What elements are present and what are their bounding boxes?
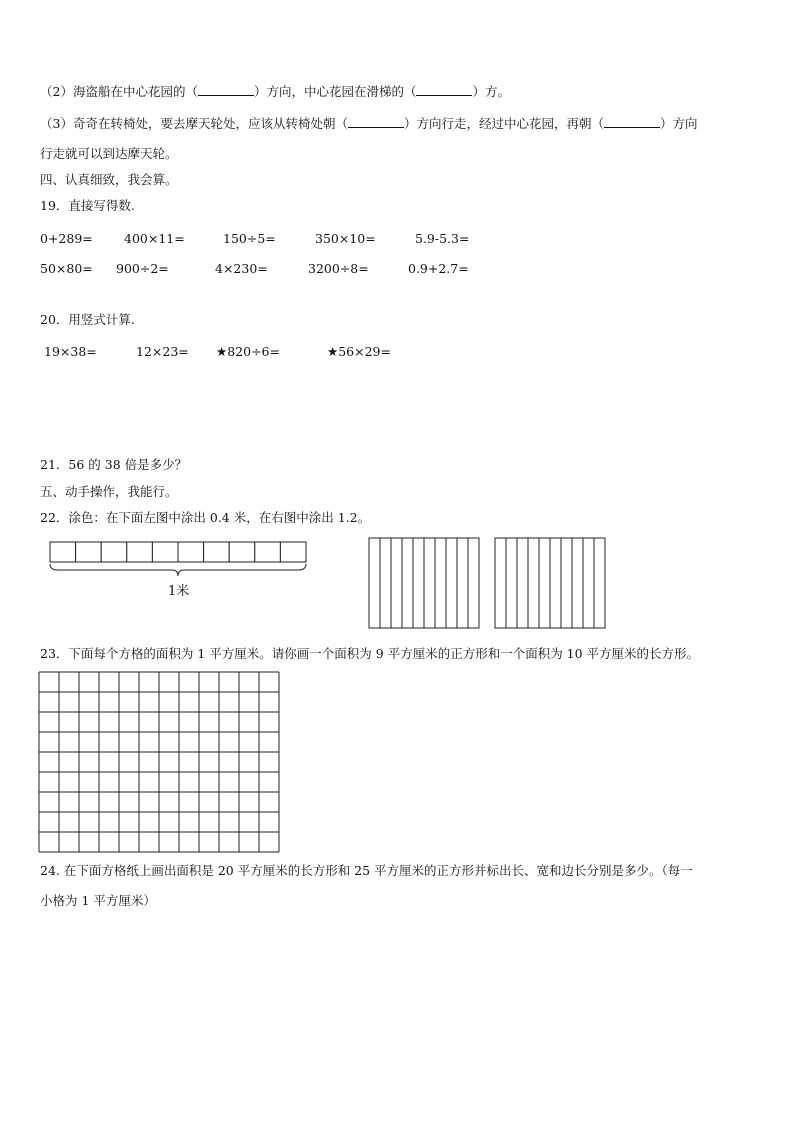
q19-item: 150÷5= <box>223 231 276 246</box>
q18-part3-text-b: ）方向行走，经过中心花园，再朝（ <box>403 116 604 131</box>
q18-part3-text-a: （3）奇奇在转椅处，要去摩天轮处，应该从转椅处朝（ <box>40 116 348 131</box>
square-grid[interactable] <box>38 671 280 853</box>
bar-label: 1米 <box>168 584 190 599</box>
q18-part2-text-b: ）方向，中心花园在滑梯的（ <box>253 84 417 99</box>
strip-square-right[interactable] <box>494 537 606 629</box>
q18-part2 <box>40 84 510 100</box>
bar-cell <box>152 542 178 562</box>
q19-item: 900÷2= <box>116 261 169 276</box>
q20-item: ★56×29= <box>327 344 391 359</box>
q19-item: 4×230= <box>215 261 268 276</box>
answer-blank[interactable] <box>198 84 254 96</box>
q19-item: 0+289= <box>40 231 93 246</box>
section4-title: 四、认真细致，我会算。 <box>40 172 178 187</box>
bar-cell <box>101 542 127 562</box>
bar-cell <box>178 542 204 562</box>
q19-item: 400×11= <box>124 231 185 246</box>
q19-item: 3200÷8= <box>308 261 369 276</box>
q18-part3-cont: 行走就可以到达摩天轮。 <box>40 146 178 161</box>
bar-cell <box>204 542 230 562</box>
bar-cell <box>127 542 153 562</box>
q20-item: 12×23= <box>136 344 189 359</box>
q18-part3-text-c: ）方向 <box>659 116 698 131</box>
q19-item: 0.9+2.7= <box>408 261 469 276</box>
q20-item: 19×38= <box>44 344 97 359</box>
strip-square-left[interactable] <box>368 537 480 629</box>
bar-cell <box>255 542 281 562</box>
q19-item: 350×10= <box>315 231 376 246</box>
q22-title: 22．涂色：在下面左图中涂出 0.4 米，在右图中涂出 1.2。 <box>40 510 371 525</box>
bar-cell <box>229 542 255 562</box>
q19-title: 19．直接写得数. <box>40 198 135 213</box>
q19-item: 5.9-5.3= <box>415 231 470 246</box>
bar-cell <box>76 542 102 562</box>
bar-cell <box>50 542 76 562</box>
q20-title: 20．用竖式计算. <box>40 312 135 327</box>
q23-title: 23．下面每个方格的面积为 1 平方厘米。请你画一个面积为 9 平方厘米的正方形和一个面积为 10 平方厘米的长方形。 <box>40 646 700 661</box>
q21-title: 21．56 的 38 倍是多少？ <box>40 457 188 472</box>
q18-part2-text-c: ）方。 <box>472 84 510 99</box>
answer-blank[interactable] <box>604 116 660 128</box>
q24-line1: 24. 在下面方格纸上画出面积是 20 平方厘米的长方形和 25 平方厘米的正方形并标出长、宽和边长分别是多少。（每一 <box>40 863 693 878</box>
q18-part2-text-a: （2）海盗船在中心花园的（ <box>40 84 198 99</box>
bar-cell <box>280 542 306 562</box>
answer-blank[interactable] <box>416 84 472 96</box>
section5-title: 五、动手操作，我能行。 <box>40 484 178 499</box>
q18-part3 <box>40 116 698 132</box>
brace <box>50 564 306 576</box>
q24-line2: 小格为 1 平方厘米） <box>40 893 156 908</box>
answer-blank[interactable] <box>348 116 404 128</box>
q19-item: 50×80= <box>40 261 93 276</box>
q20-item: ★820÷6= <box>216 344 280 359</box>
